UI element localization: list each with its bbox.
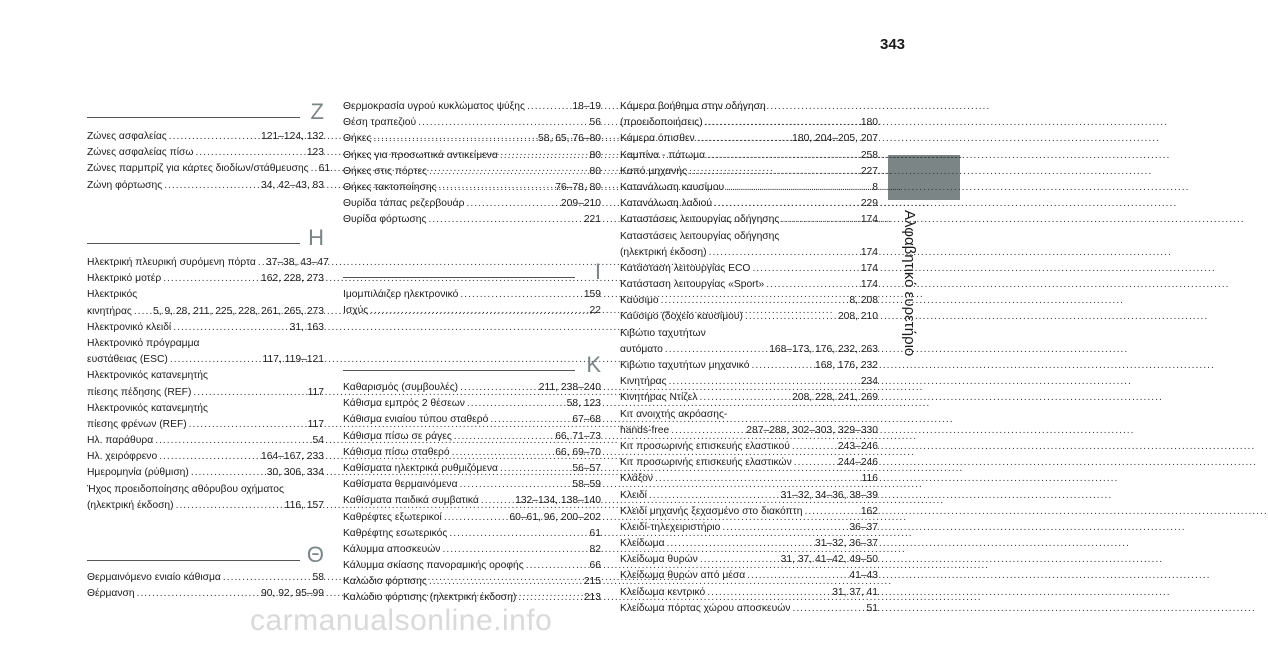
page-number: 343 <box>880 36 906 53</box>
watermark: carmanualsonline.info <box>250 604 553 637</box>
entry-term: Θερμαινόμενο ενιαίο κάθισμα <box>87 572 221 583</box>
entry-term: ευστάθειας (ESC) <box>87 354 168 366</box>
side-label: Αλφαβητικό ευρετήριο <box>901 210 918 357</box>
entry-term: Ζώνες ασφαλείας πίσω <box>87 147 194 159</box>
index-entry <box>620 358 878 374</box>
index-entry <box>343 115 601 131</box>
entry-pages: 90, 92, 95–99 <box>261 588 324 600</box>
entry-pages: 162, 228, 273 <box>261 273 324 285</box>
entry-term: Καύσιμο <box>620 295 659 307</box>
index-entry <box>87 178 324 194</box>
entry-pages: 76–78, 80 <box>555 181 601 193</box>
entry-pages: 211, 238–240 <box>538 382 601 393</box>
index-entry <box>343 196 601 212</box>
entry-term: Καλώδιο φόρτισης (ηλεκτρική έκδοση) <box>343 592 517 604</box>
entry-term: Ημερομηνία (ρύθμιση) <box>87 467 189 479</box>
entry-term: πίεσης φρένων (REF) <box>87 418 187 430</box>
index-entry <box>343 510 601 526</box>
entry-pages: 258 <box>860 149 878 161</box>
index-entry <box>87 320 324 336</box>
index-entry <box>343 477 601 493</box>
index-entry <box>343 493 601 509</box>
section-header-i <box>343 254 601 284</box>
section-letter: Θ <box>306 542 324 567</box>
entry-term: Καταστάσεις λειτουργίας οδήγησης <box>620 214 780 226</box>
section-rule <box>343 370 575 371</box>
entry-term: Κλειδί-τηλεχειριστήριο <box>620 521 721 533</box>
entry-pages: 209–210 <box>560 198 601 210</box>
entry-term: Κλείδωμα <box>620 538 665 550</box>
entry-pages: 208, 228, 241, 269 <box>792 392 878 404</box>
entry-term: Ηλεκτρική πλευρική συρόμενη πόρτα <box>87 257 256 268</box>
entry-term: Ηλεκτρονικό κλειδί <box>87 321 172 333</box>
index-entry <box>87 352 324 368</box>
index-entry <box>620 568 878 584</box>
entry-pages: 215 <box>583 576 601 588</box>
entry-pages: 221 <box>583 214 601 226</box>
entry-term: Ηλεκτρικό μοτέρ <box>87 273 162 285</box>
entry-term: Καθρέφτης εσωτερικός <box>343 527 448 539</box>
entry-pages: 31–32, 34–36, 38–39 <box>780 489 878 501</box>
section-rule <box>343 277 575 278</box>
entry-pages: 132–134, 138–140 <box>515 495 601 507</box>
entry-term: Κατάσταση λειτουργίας ECO <box>620 262 751 274</box>
entry-pages: 80 <box>589 149 601 161</box>
entry-term: Θήκες τακτοποίησης <box>343 181 437 193</box>
index-entry <box>87 586 324 602</box>
index-entry <box>343 396 601 412</box>
index-entry <box>87 417 324 433</box>
entry-pages: 56–57 <box>572 462 601 474</box>
entry-term-line: Ηλεκτρονικός κατανεμητής <box>87 402 208 414</box>
entry-term: Θερμοκρασία υγρού κυκλώματος ψύξης <box>343 101 525 112</box>
entry-term-line: Ήχος προειδοποίησης αθόρυβου οχήματος <box>87 483 284 495</box>
section-theta-entries <box>87 570 324 602</box>
entry-term: Κλείδωμα πόρτας χώρου αποσκευών <box>620 602 791 614</box>
index-entry <box>343 148 601 164</box>
index-entry <box>343 445 601 461</box>
entry-pages: 31–32, 36–37 <box>815 538 878 550</box>
entry-pages: 168–173, 176, 232, 263 <box>769 343 878 355</box>
entry-term: Κάλυμμα σκίασης πανοραμικής οροφής <box>343 560 524 572</box>
entry-term: Καθίσματα παιδικά συμβατικά <box>343 495 479 507</box>
index-entry <box>87 145 324 161</box>
index-entry <box>620 293 878 309</box>
index-entry <box>620 552 878 568</box>
entry-term: Καθρέφτες εξωτερικοί <box>343 511 442 523</box>
entry-term: Κλειδί <box>620 489 647 501</box>
index-entry <box>87 385 324 401</box>
entry-term: Καθαρισμός (συμβουλές) <box>343 382 459 393</box>
index-entry <box>343 303 601 319</box>
index-entry <box>620 245 878 261</box>
entry-term: Θυρίδα τάπας ρεζερβουάρ <box>343 198 465 210</box>
entry-term: Καθίσματα ηλεκτρικά ρυθμιζόμενα <box>343 462 498 474</box>
index-entry <box>343 99 601 115</box>
entry-pages: 8, 208 <box>849 295 878 307</box>
entry-term: Ζώνες παρμπρίζ για κάρτες διοδίων/στάθμευσης <box>87 163 309 175</box>
entry-term: πίεσης πέδησης (REF) <box>87 386 192 398</box>
entry-term: Κατάσταση λειτουργίας «Sport» <box>620 279 765 291</box>
entry-term: Ζώνες ασφαλείας <box>87 131 167 142</box>
index-entry <box>620 131 878 147</box>
entry-term: Κάλυμμα αποσκευών <box>343 543 441 555</box>
entry-pages: 61 <box>318 163 331 175</box>
section-z-entries <box>87 129 331 194</box>
index-entry <box>620 520 878 536</box>
entry-pages: 80 <box>589 165 601 177</box>
entry-term: Κινητήρας Ντίζελ <box>620 392 698 404</box>
entry-term: κινητήρας <box>87 305 132 317</box>
entry-pages: 18–19 <box>572 101 601 112</box>
entry-term: Καλώδιο φόρτισης <box>343 576 427 588</box>
index-entry <box>620 471 878 487</box>
section-h-entries <box>87 255 329 514</box>
section-rule <box>87 117 300 118</box>
index-entry <box>620 164 878 180</box>
entry-term: Κάθισμα πίσω σταθερό <box>343 446 450 458</box>
entry-pages: 82 <box>589 543 601 555</box>
entry-term: Θυρίδα φόρτωσης <box>343 214 427 226</box>
entry-pages: 159 <box>583 289 601 300</box>
section-header-theta <box>87 537 324 567</box>
entry-pages: 34, 42–43, 83 <box>261 179 324 191</box>
section-rule <box>87 243 300 244</box>
entry-pages: 116, 157 <box>284 499 324 511</box>
entry-pages: 66, 71–73 <box>555 430 601 442</box>
index-entry <box>87 304 324 320</box>
entry-term: Κάθισμα πίσω σε ράγες <box>343 430 452 442</box>
entry-term: Κάμερα όπισθεν <box>620 133 695 145</box>
entry-pages: 121–124, 132 <box>261 131 324 142</box>
index-entry <box>343 131 601 147</box>
index-entry <box>620 390 878 406</box>
section-rule <box>87 560 300 561</box>
index-entry <box>620 342 878 358</box>
entry-pages: 213 <box>583 592 601 604</box>
entry-pages: 66 <box>589 560 601 572</box>
entry-pages: 37–38, 43–47 <box>265 257 329 268</box>
index-entry <box>343 412 601 428</box>
index-entry <box>343 180 601 196</box>
index-entry <box>343 461 601 477</box>
index-entry <box>620 536 878 552</box>
section-header-z <box>87 94 324 124</box>
index-entry <box>620 148 878 164</box>
entry-term: Θήκες για προσωπικά αντικείμενα <box>343 149 498 161</box>
entry-pages: 174 <box>860 262 878 274</box>
entry-term: Ισχύς <box>343 305 369 317</box>
entry-term: (ηλεκτρική έκδοση) <box>620 246 707 258</box>
index-entry <box>620 309 878 325</box>
entry-pages: 227 <box>860 165 878 177</box>
index-entry <box>620 261 878 277</box>
index-entry <box>87 161 331 177</box>
entry-pages: 30, 306, 334 <box>266 467 324 479</box>
entry-pages: 123 <box>306 147 324 159</box>
entry-pages: 168, 176, 232 <box>815 360 878 371</box>
entry-term: Κλείδωμα κεντρικό <box>620 586 706 598</box>
entry-pages: 22 <box>589 305 601 317</box>
entry-pages: 174 <box>860 214 878 226</box>
section-header-k <box>343 347 601 377</box>
entry-term: Κλάξον <box>620 473 654 485</box>
entry-pages: 8 <box>872 181 878 193</box>
entry-term-line: Ηλεκτρονικός κατανεμητής <box>87 370 208 382</box>
entry-pages: 41–43 <box>849 570 878 582</box>
entry-pages: 54 <box>312 435 324 447</box>
entry-pages: 5, 9, 28, 211, 225, 228, 261, 265, 273 <box>153 305 324 317</box>
entry-pages: 116 <box>861 473 878 485</box>
index-entry <box>87 449 324 465</box>
entry-pages: 229 <box>860 198 878 210</box>
index-entry <box>620 180 878 196</box>
index-entry <box>343 287 601 303</box>
index-entry <box>343 429 601 445</box>
index-entry <box>620 277 878 293</box>
entry-pages: 58, 123 <box>566 398 601 410</box>
entry-pages: 208, 210 <box>837 311 878 323</box>
entry-term: Ζώνη φόρτωσης <box>87 179 163 191</box>
entry-pages: 244–246 <box>837 457 878 469</box>
index-entry <box>620 439 878 455</box>
entry-term: Θέση τραπεζιού <box>343 117 417 129</box>
entry-term: Ιμομπιλάιζερ ηλεκτρονικό <box>343 289 459 300</box>
entry-term: Κλείδωμα θυρών από μέσα <box>620 570 746 582</box>
entry-pages: 31, 163 <box>289 321 324 333</box>
index-entry <box>620 212 878 228</box>
entry-pages: 56 <box>589 117 601 129</box>
index-entry <box>620 374 878 390</box>
entry-pages: 31, 37, 41–42, 49–50 <box>780 554 878 566</box>
entry-pages: 67–68 <box>572 414 601 426</box>
index-entry <box>343 574 601 590</box>
entry-term: Κλειδί μηχανής ξεχασμένο στο διακόπτη <box>620 505 803 517</box>
entry-term: Κατανάλωση λαδιού <box>620 198 712 210</box>
entry-term-line: Κάμερα βοήθημα στην οδήγηση <box>620 101 766 112</box>
index-entry <box>343 380 601 396</box>
section-header-h <box>87 220 324 250</box>
entry-term: Καύσιμο (δοχείο καυσίμου) <box>620 311 743 323</box>
section-k-continued-entries <box>620 99 878 617</box>
entry-term: Κιβώτιο ταχυτήτων μηχανικό <box>620 360 750 371</box>
index-entry <box>87 271 324 287</box>
entry-term: Ηλ. χειρόφρενο <box>87 451 158 463</box>
index-entry <box>620 196 878 212</box>
section-i-entries <box>343 287 601 319</box>
entry-pages: 287–288, 302–303, 329–330 <box>746 424 878 436</box>
entry-pages: 58 <box>312 572 324 583</box>
entry-term: Κιτ προσωρινής επισκευής ελαστικού <box>620 440 790 452</box>
side-tab <box>888 155 960 200</box>
index-entry <box>620 504 878 520</box>
entry-pages: 117 <box>307 418 324 430</box>
entry-term: Θήκες <box>343 133 372 145</box>
section-letter: H <box>308 225 324 250</box>
entry-pages: 162 <box>860 505 878 517</box>
index-entry <box>343 542 601 558</box>
entry-term: Καμπίνα - πάτωμα <box>620 149 706 161</box>
index-entry <box>620 455 878 471</box>
index-entry <box>87 433 324 449</box>
index-entry <box>620 423 878 439</box>
index-entry <box>620 488 878 504</box>
entry-pages: 117 <box>307 386 324 398</box>
index-entry <box>87 570 324 586</box>
index-entry <box>620 115 878 131</box>
entry-term-line: Κιτ ανοιχτής ακρόασης- <box>620 408 728 420</box>
entry-pages: 66, 69–70 <box>555 446 601 458</box>
entry-term: hands-free <box>620 424 670 436</box>
section-letter: Z <box>310 99 324 124</box>
section-letter: I <box>594 259 601 284</box>
index-entry <box>343 164 601 180</box>
index-entry <box>87 255 329 271</box>
entry-term-line: Ηλεκτρονικό πρόγραμμα <box>87 337 200 349</box>
entry-term: Κατανάλωση καυσίμου <box>620 181 725 193</box>
entry-pages: 51 <box>866 602 878 614</box>
section-k-entries <box>343 380 601 607</box>
index-entry <box>343 526 601 542</box>
index-entry <box>87 498 324 514</box>
index-entry <box>620 585 878 601</box>
entry-term: Καπό μηχανής <box>620 165 687 177</box>
section-letter: K <box>586 352 601 377</box>
entry-term: Καθίσματα θερμαινόμενα <box>343 479 458 491</box>
entry-pages: 60–61, 96, 200–202 <box>509 511 601 523</box>
entry-term: Θήκες στις πόρτες <box>343 165 427 177</box>
entry-pages: 58, 65, 76–80 <box>538 133 601 145</box>
entry-pages: 36–37 <box>849 521 878 533</box>
entry-term: Κάθισμα ενιαίου τύπου σταθερό <box>343 414 489 426</box>
entry-term: Ηλ. παράθυρα <box>87 435 154 447</box>
entry-pages: 164–167, 233 <box>261 451 324 463</box>
entry-term: αυτόματο <box>620 343 663 355</box>
index-entry <box>343 212 601 228</box>
entry-pages: 180 <box>860 117 878 129</box>
entry-pages: 174 <box>860 246 878 258</box>
entry-term: Θέρμανση <box>87 588 135 600</box>
entry-term-line: Καταστάσεις λειτουργίας οδήγησης <box>620 230 780 242</box>
entry-pages: 180, 204–205, 207 <box>792 133 878 145</box>
entry-pages: 243–246 <box>837 440 878 452</box>
entry-term: (ηλεκτρική έκδοση) <box>87 499 174 511</box>
entry-term: (προειδοποιήσεις) <box>620 117 703 129</box>
entry-term: Κιτ προσωρινής επισκευής ελαστικών <box>620 457 792 469</box>
entry-pages: 234 <box>860 376 878 388</box>
section-theta-continued-entries <box>343 99 601 229</box>
entry-pages: 174 <box>860 279 878 291</box>
index-entry <box>343 558 601 574</box>
entry-term-line: Ηλεκτρικός <box>87 289 138 301</box>
entry-pages: 61 <box>589 527 601 539</box>
entry-term: Κινητήρας <box>620 376 667 388</box>
entry-term: Κάθισμα εμπρός 2 θέσεων <box>343 398 465 410</box>
entry-pages: 31, 37, 41 <box>832 586 878 598</box>
entry-term-line: Κιβώτιο ταχυτήτων <box>620 327 706 339</box>
index-entry <box>87 465 324 481</box>
entry-term: Κλείδωμα θυρών <box>620 554 698 566</box>
entry-pages: 117, 119–121 <box>262 354 324 366</box>
index-entry <box>87 129 324 145</box>
entry-pages: 58–59 <box>572 479 601 491</box>
